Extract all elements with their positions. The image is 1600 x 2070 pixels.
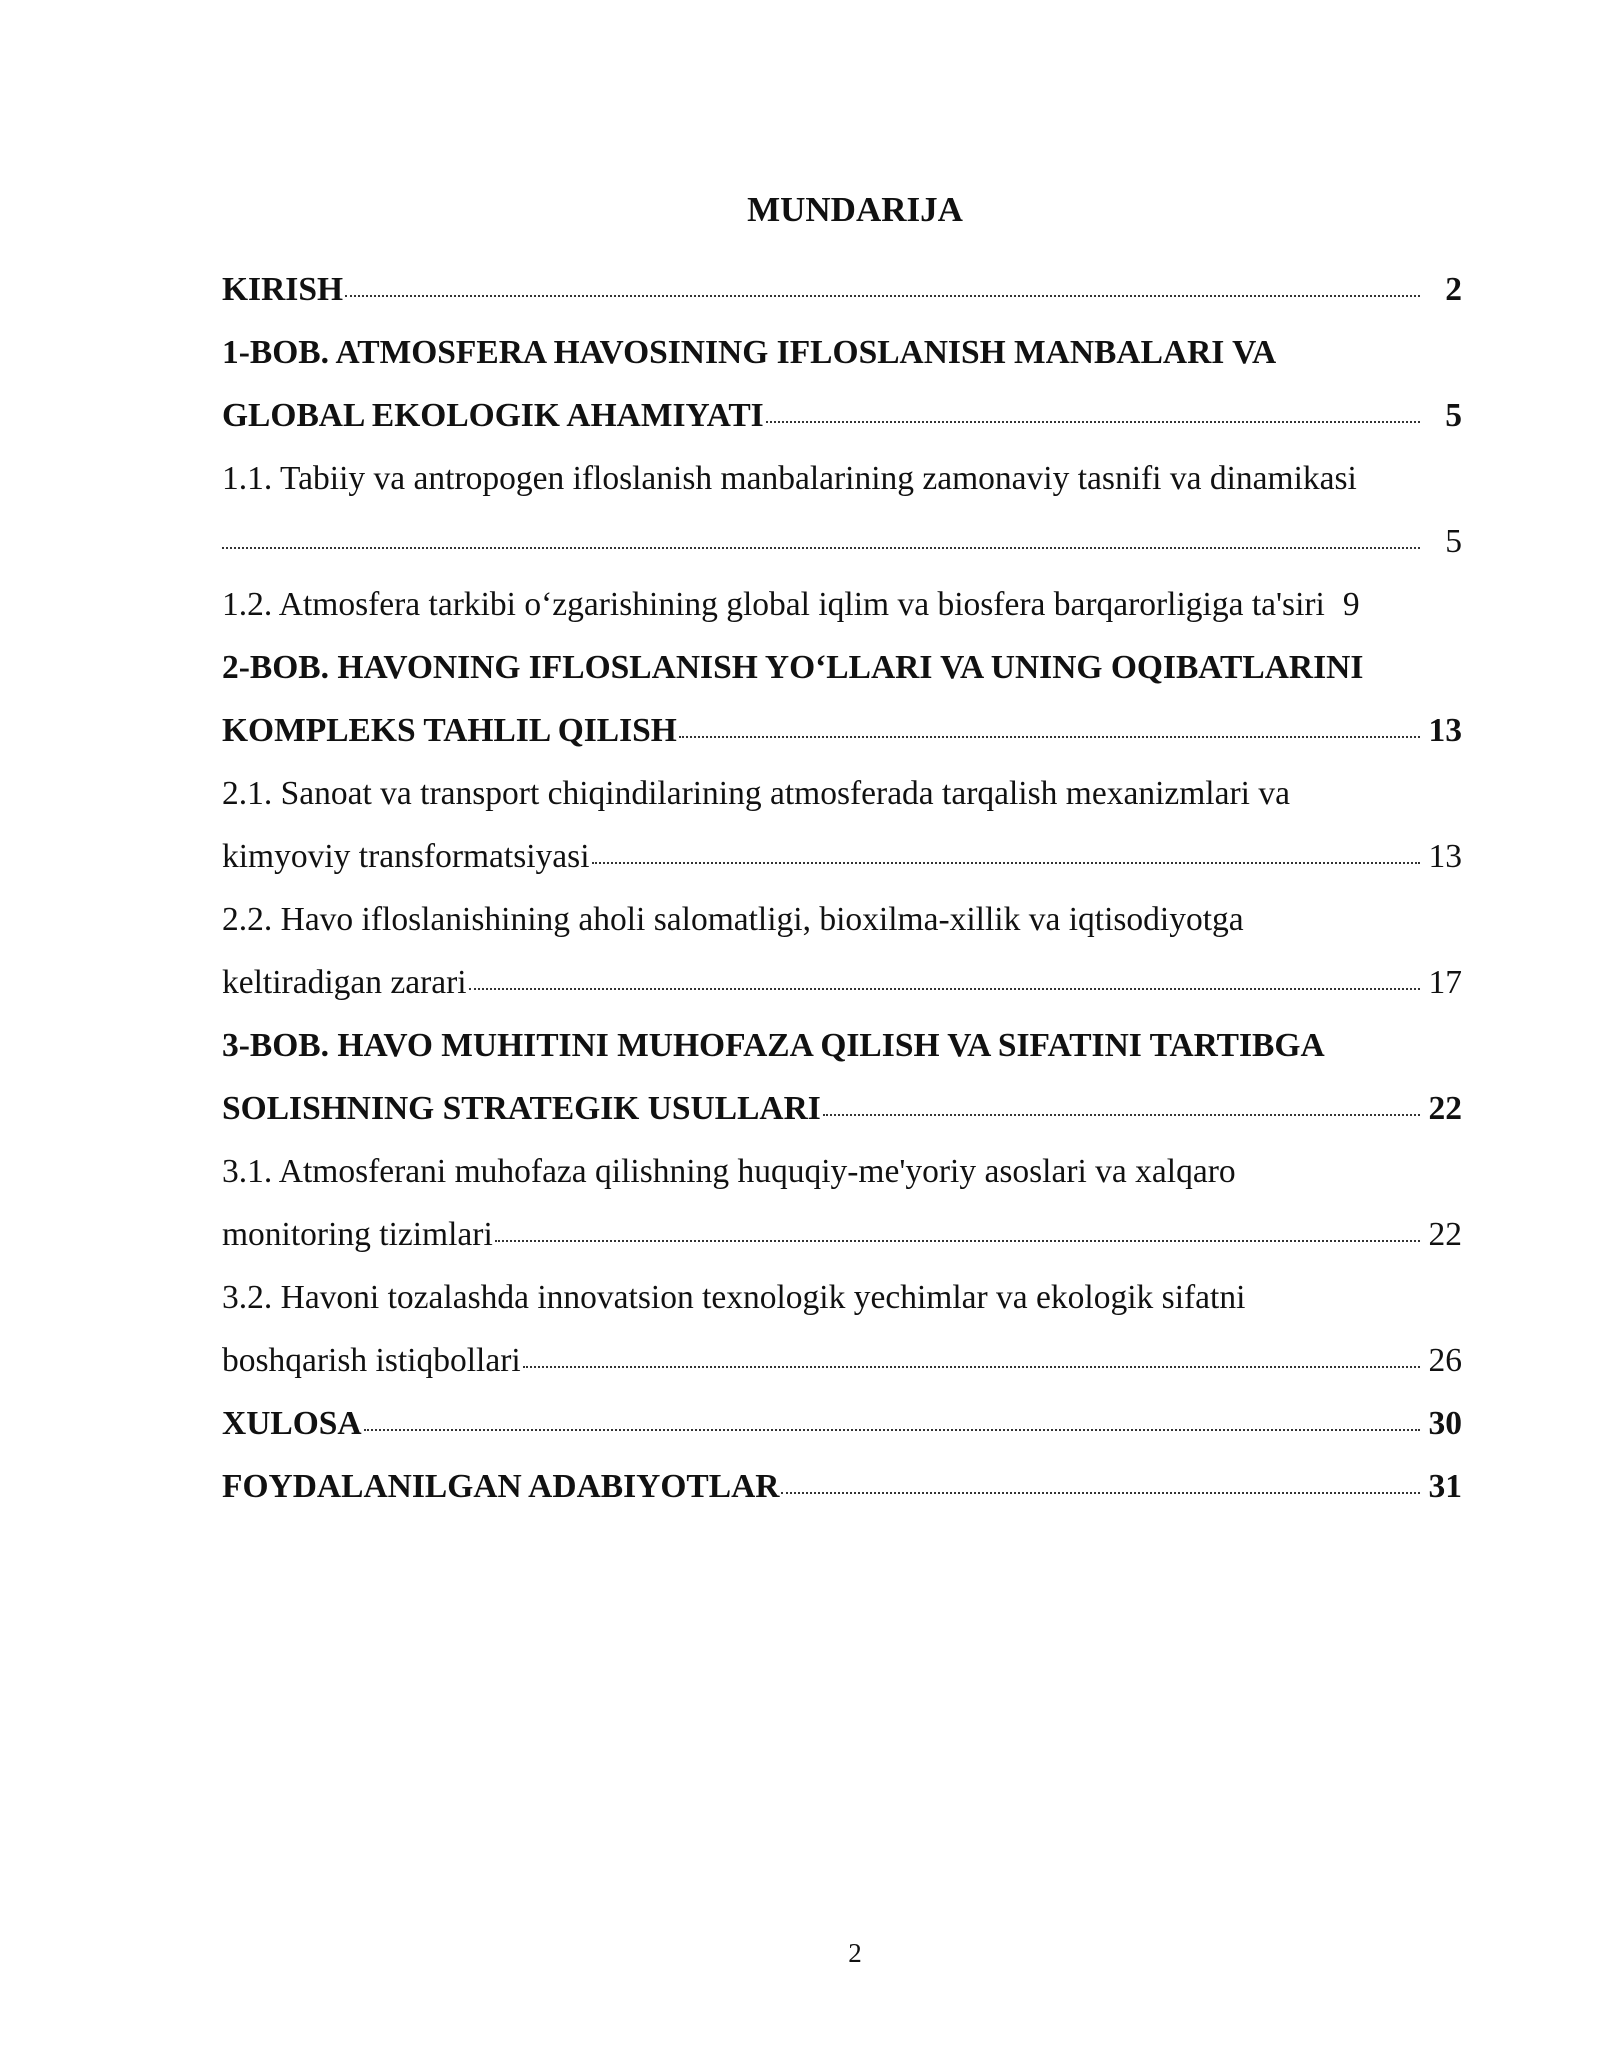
- toc-entry-label: 3.2. Havoni tozalashda innovatsion texnologik yechimlar va ekologik sifatni: [222, 1279, 1246, 1316]
- toc-entry-label: KOMPLEKS TAHLIL QILISH: [222, 712, 677, 749]
- dot-leader: [469, 987, 1420, 990]
- toc-page-number: 5: [1445, 397, 1462, 434]
- toc-entry-label: 2-BOB. HAVONING IFLOSLANISH YO‘LLARI VA UNING OQIBATLARINI: [222, 649, 1364, 686]
- toc-entry-xulosa[interactable]: [222, 1392, 1462, 1455]
- toc-entry-section-1-2[interactable]: [222, 573, 1487, 636]
- toc-entry-label: kimyoviy transformatsiyasi: [222, 838, 590, 875]
- toc-entry-label: 1-BOB. ATMOSFERA HAVOSINING IFLOSLANISH MANBALARI VA: [222, 334, 1277, 371]
- toc-entry-label: 1.2. Atmosfera tarkibi o‘zgarishining global iqlim va biosfera barqarorligiga ta'siri: [222, 586, 1325, 623]
- toc-page-number: 2: [1445, 271, 1462, 308]
- toc-entry-section-1-1-line-1[interactable]: [222, 447, 1487, 510]
- toc-entry-label: keltiradigan zarari: [222, 964, 467, 1001]
- toc-entry-label: boshqarish istiqbollari: [222, 1342, 521, 1379]
- toc-entry-label: 1.1. Tabiiy va antropogen ifloslanish manbalarining zamonaviy tasnifi va dinamikasi: [222, 460, 1357, 497]
- toc-entry-label: 2.2. Havo ifloslanishining aholi salomatligi, bioxilma-xillik va iqtisodiyotga: [222, 901, 1244, 938]
- dot-leader: [345, 294, 1420, 297]
- dot-leader: [679, 735, 1420, 738]
- toc-page-number: 5: [1445, 523, 1462, 560]
- dot-leader: [781, 1491, 1420, 1494]
- table-of-contents: [222, 258, 1462, 1518]
- toc-entry-label: XULOSA: [222, 1405, 362, 1442]
- dot-leader: [523, 1365, 1420, 1368]
- toc-entry-chapter-2-line-1[interactable]: [222, 636, 1487, 699]
- toc-entry-label: monitoring tizimlari: [222, 1216, 493, 1253]
- toc-page-number: 30: [1428, 1405, 1462, 1442]
- toc-entry-label: FOYDALANILGAN ADABIYOTLAR: [222, 1468, 780, 1505]
- toc-entry-section-2-2-line-2[interactable]: [222, 951, 1462, 1014]
- toc-entry-label: SOLISHNING STRATEGIK USULLARI: [222, 1090, 821, 1127]
- toc-entry-section-1-1-line-2[interactable]: [222, 510, 1462, 573]
- toc-entry-chapter-3-line-2[interactable]: [222, 1077, 1462, 1140]
- toc-page-number: 13: [1428, 712, 1462, 749]
- toc-page-number: 26: [1428, 1342, 1462, 1379]
- toc-page-number: 22: [1428, 1216, 1462, 1253]
- toc-entry-section-2-1-line-1[interactable]: [222, 762, 1462, 825]
- toc-entry-section-2-1-line-2[interactable]: [222, 825, 1462, 888]
- toc-page-number: 13: [1428, 838, 1462, 875]
- dot-leader: [823, 1113, 1420, 1116]
- toc-page-number: 9: [1342, 586, 1360, 623]
- toc-entry-section-2-2-line-1[interactable]: [222, 888, 1462, 951]
- toc-entry-label: 3-BOB. HAVO MUHITINI MUHOFAZA QILISH VA SIFATINI TARTIBGA: [222, 1027, 1325, 1064]
- dot-leader: [222, 546, 1420, 549]
- toc-entry-chapter-1-line-1[interactable]: [222, 321, 1462, 384]
- toc-entry-chapter-1-line-2[interactable]: [222, 384, 1462, 447]
- toc-entry-chapter-3-line-1[interactable]: [222, 1014, 1462, 1077]
- toc-page-number: 17: [1428, 964, 1462, 1001]
- toc-entry-label: KIRISH: [222, 271, 344, 308]
- toc-entry-section-3-1-line-1[interactable]: [222, 1140, 1462, 1203]
- dot-leader: [364, 1428, 1420, 1431]
- dot-leader: [766, 420, 1420, 423]
- dot-leader: [495, 1239, 1420, 1242]
- toc-entry-label: 3.1. Atmosferani muhofaza qilishning huquqiy-me'yoriy asoslari va xalqaro: [222, 1153, 1236, 1190]
- toc-entry-label: GLOBAL EKOLOGIK AHAMIYATI: [222, 397, 764, 434]
- toc-entry-section-3-2-line-2[interactable]: [222, 1329, 1462, 1392]
- toc-entry-section-3-2-line-1[interactable]: [222, 1266, 1462, 1329]
- page-number: 2: [848, 1938, 862, 1968]
- dot-leader: [592, 861, 1420, 864]
- toc-page-number: 31: [1428, 1468, 1462, 1505]
- toc-entry-kirish[interactable]: [222, 258, 1462, 321]
- toc-entry-chapter-2-line-2[interactable]: [222, 699, 1462, 762]
- toc-page-number: 22: [1428, 1090, 1462, 1127]
- toc-entry-adabiyotlar[interactable]: [222, 1455, 1462, 1518]
- toc-entry-section-3-1-line-2[interactable]: [222, 1203, 1462, 1266]
- toc-heading: MUNDARIJA: [747, 190, 963, 229]
- toc-entry-label: 2.1. Sanoat va transport chiqindilarining atmosferada tarqalish mexanizmlari va: [222, 775, 1290, 812]
